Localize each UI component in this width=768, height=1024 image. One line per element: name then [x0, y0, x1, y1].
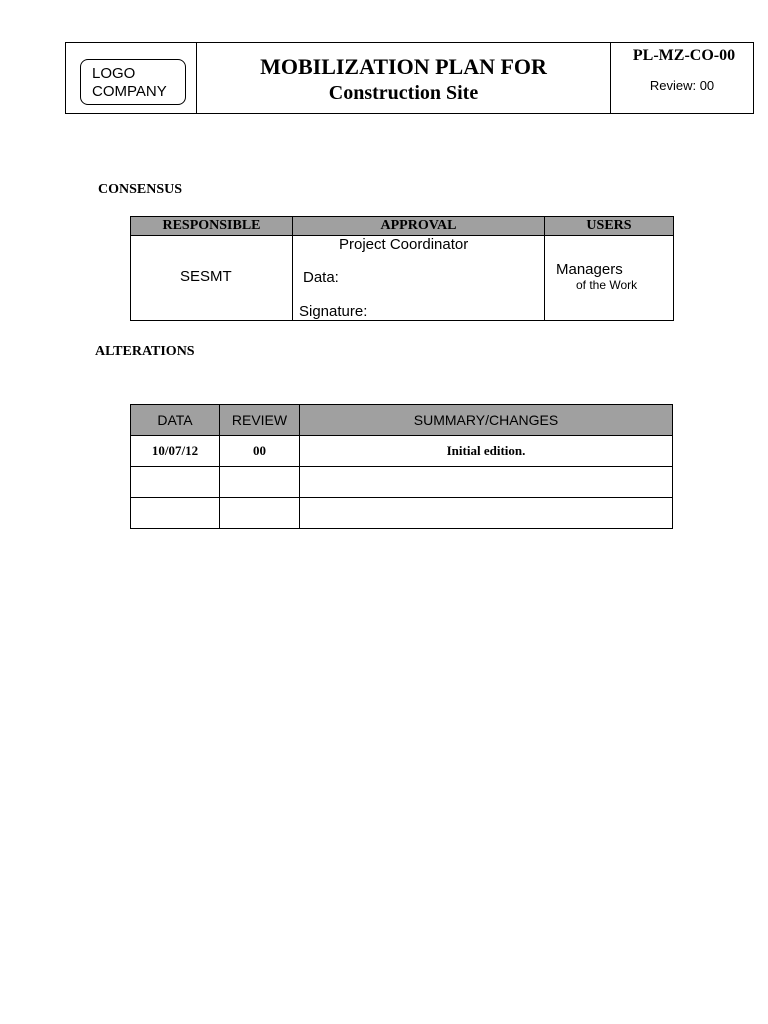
row-date: 10/07/12: [131, 436, 220, 467]
company-logo: [80, 59, 186, 105]
alterations-table: [130, 404, 673, 529]
approval-role: Project Coordinator: [339, 236, 469, 253]
row-review: [220, 467, 300, 498]
users-line2: of the Work: [576, 278, 638, 292]
document-header: [65, 42, 754, 114]
document-title: MOBILIZATION PLAN FOR: [260, 54, 547, 79]
alterations-header-row: [131, 405, 673, 436]
responsible-value: SESMT: [180, 268, 232, 285]
consensus-table: [130, 216, 674, 321]
row-review: 00: [220, 436, 300, 467]
consensus-header-row: [131, 217, 673, 236]
users-cell: [545, 236, 673, 321]
table-row: [131, 467, 673, 498]
header-approval: APPROVAL: [293, 217, 545, 235]
approval-cell: [293, 236, 545, 321]
row-summary: [300, 467, 673, 498]
row-review: [220, 498, 300, 529]
header-summary: SUMMARY/CHANGES: [300, 405, 673, 436]
document-subtitle: Construction Site: [328, 82, 479, 104]
responsible-cell: [131, 236, 293, 321]
header-review: REVIEW: [220, 405, 300, 436]
logo-cell: [66, 43, 197, 113]
review-number: Review: 00: [649, 78, 715, 93]
consensus-body-row: [131, 236, 673, 321]
row-summary: Initial edition.: [300, 436, 673, 467]
logo-text-line2: COMPANY: [92, 83, 167, 100]
header-responsible: RESPONSIBLE: [131, 217, 293, 235]
row-date: [131, 498, 220, 529]
users-line1: Managers: [556, 261, 623, 278]
table-row: [131, 498, 673, 529]
code-cell: [611, 43, 753, 113]
table-row: [131, 436, 673, 467]
header-users: USERS: [586, 218, 632, 233]
document-code: PL-MZ-CO-00: [632, 47, 736, 64]
header-data: DATA: [131, 405, 220, 436]
approval-data-label: Data:: [303, 269, 339, 286]
consensus-section-title: CONSENSUS: [98, 182, 183, 197]
row-date: [131, 467, 220, 498]
alterations-section-title: ALTERATIONS: [95, 344, 195, 359]
title-cell: [197, 43, 611, 113]
approval-signature-label: Signature:: [299, 303, 368, 320]
logo-text-line1: LOGO: [92, 65, 136, 82]
row-summary: [300, 498, 673, 529]
